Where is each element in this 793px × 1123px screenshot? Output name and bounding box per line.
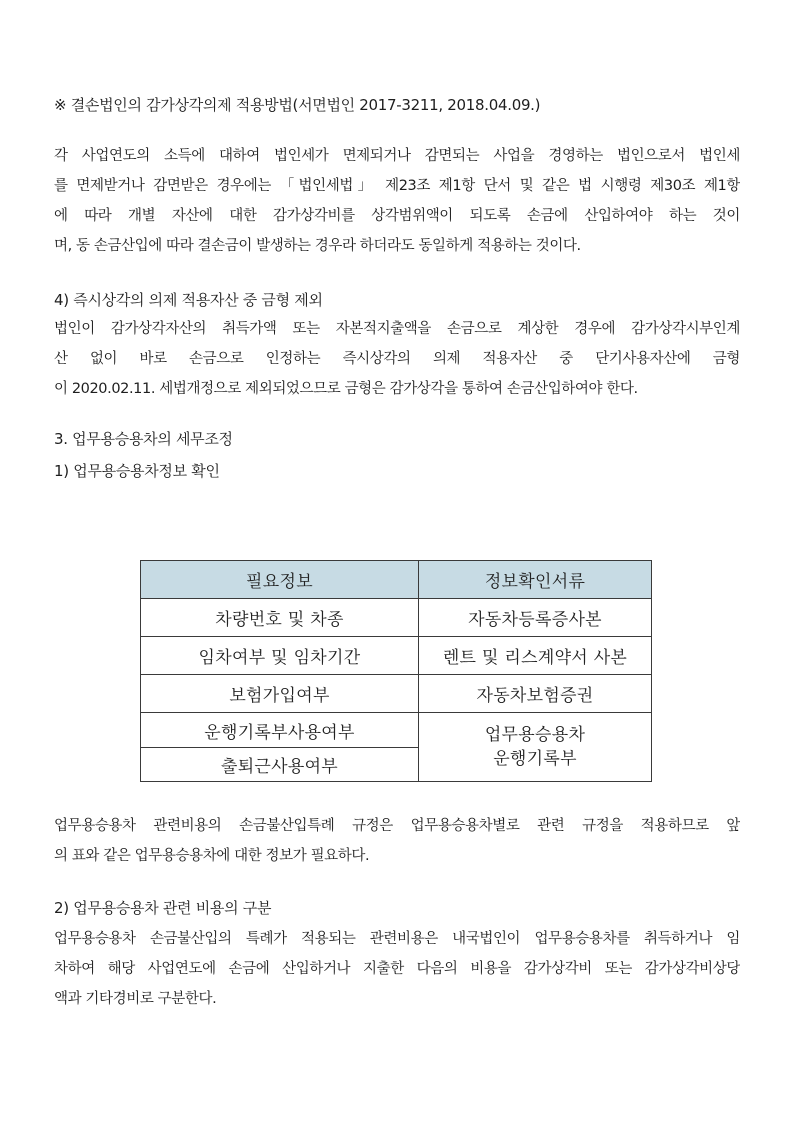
paragraph-line: 액과 기타경비로 구분한다. [54,991,217,1007]
table-row [141,637,652,675]
table-merged-cell [419,713,652,782]
table-row [141,675,652,713]
paragraph-line: 법인이 감가상각자산의 취득가액 또는 자본적지출액을 손금으로 계상한 경우에 감가상각시부인계 [54,321,740,337]
paragraph-deficit-corporation [54,141,740,261]
table-row [141,599,652,637]
paragraph-line: 에 따라 개별 자산에 대한 감가상각비를 상각범위액이 되도록 손금에 산입하여야 하는 것이 [54,208,740,224]
paragraph-car-info-note [54,811,740,871]
paragraph-mold-exclusion [54,314,740,404]
paragraph-line: 차하여 해당 사업연도에 손금에 산입하거나 지출한 다음의 비용을 감가상각비 또는 감가상각비상당 [54,961,740,977]
car-info-table [140,560,652,782]
table-cell: 운행기록부사용여부 [141,713,419,748]
merged-cell-line: 운행기록부 [493,749,577,769]
paragraph-line: 를 면제받거나 감면받은 경우에는 「법인세법」 제23조 제1항 단서 및 같은 법 시행령 제30조 제1항 [54,178,740,194]
paragraph-line: 업무용승용차 관련비용의 손금불산입특례 규정은 업무용승용차별로 관련 규정을 적용하므로 앞 [54,818,740,834]
table-cell: 자동차보험증권 [419,675,652,713]
merged-cell-line: 업무용승용차 [484,725,586,745]
section-heading-business-car: 3. 업무용승용차의 세무조정 [54,430,233,448]
table-cell: 자동차등록증사본 [419,599,652,637]
table-cell: 보험가입여부 [141,675,419,713]
paragraph-line: 각 사업연도의 소득에 대하여 법인세가 면제되거나 감면되는 사업을 경영하는 법인으로서 법인세 [54,148,740,164]
table-cell: 출퇴근사용여부 [141,748,419,782]
table-cell: 임차여부 및 임차기간 [141,637,419,675]
subsection-heading-cost-classification: 2) 업무용승용차 관련 비용의 구분 [54,899,272,917]
paragraph-line: 의 표와 같은 업무용승용차에 대한 정보가 필요하다. [54,848,370,864]
paragraph-line: 산 없이 바로 손금으로 인정하는 즉시상각의 의제 적용자산 중 단기사용자산에 금형 [54,351,740,367]
paragraph-line: 이 2020.02.11. 세법개정으로 제외되었으므로 금형은 감가상각을 통하여 손금산입하여야 한다. [54,381,638,397]
table-header-cell: 정보확인서류 [419,561,652,599]
table-header-cell: 필요정보 [141,561,419,599]
paragraph-line: 업무용승용차 손금불산입의 특례가 적용되는 관련비용은 내국법인이 업무용승용차를 취득하거나 임 [54,931,740,947]
section-heading-mold-exclusion: 4) 즉시상각의 의제 적용자산 중 금형 제외 [54,291,323,309]
table-row [141,713,652,748]
subsection-heading-car-info: 1) 업무용승용차정보 확인 [54,462,220,480]
table-cell: 렌트 및 리스계약서 사본 [419,637,652,675]
paragraph-line: 며, 동 손금산입에 따라 결손금이 발생하는 경우라 하더라도 동일하게 적용하는 것이다. [54,238,581,254]
table-cell: 차량번호 및 차종 [141,599,419,637]
table-header-row [141,561,652,599]
section-heading-deficit-corporation: ※ 결손법인의 감가상각의제 적용방법(서면법인 2017-3211, 2018.04.09.) [54,96,541,114]
paragraph-cost-classification [54,924,740,1014]
